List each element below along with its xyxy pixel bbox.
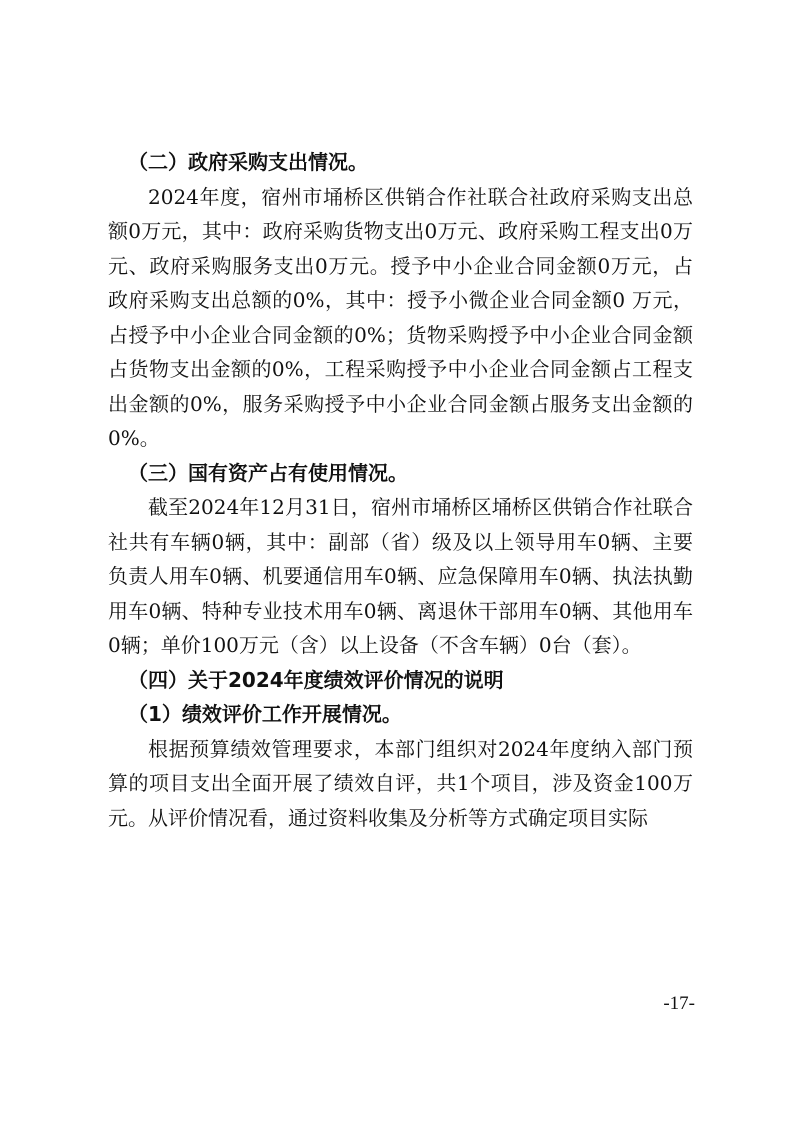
- section-heading-state-assets: （三）国有资产占有使用情况。: [128, 460, 408, 485]
- section-heading-procurement: （二）政府采购支出情况。: [128, 150, 368, 174]
- page-number: -17-: [663, 993, 695, 1014]
- subsection-heading-evaluation: （1）绩效评价工作开展情况。: [128, 702, 402, 726]
- paragraph-state-assets: 截至2024年12月31日，宿州市埇桥区埇桥区供销合作社联合社共有车辆0辆，其中：副部（省）级及以上领导用车0辆、主要负责人用车0辆、机要通信用车0辆、应急保障用车0辆、执法执勤用车0辆、特种专业技术用车0辆、离退休干部用车0辆、其他用车0辆；单价100万元（含）以上设备（不含车辆）0台（套）。: [108, 495, 693, 657]
- section-heading-performance: （四）关于2024年度绩效评价情况的说明: [128, 667, 504, 692]
- document-body: [108, 145, 693, 835]
- paragraph-evaluation: 根据预算绩效管理要求，本部门组织对2024年度纳入部门预算的项目支出全面开展了绩效自评，共1个项目，涉及资金100万元。从评价情况看，通过资料收集及分析等方式确定项目实际: [108, 736, 693, 830]
- paragraph-procurement: 2024年度，宿州市埇桥区供销合作社联合社政府采购支出总额0万元，其中：政府采购货物支出0万元、政府采购工程支出0万元、政府采购服务支出0万元。授予中小企业合同金额0万元，占政府采购支出总额的0%，其中：授予小微企业合同金额0 万元，占授予中小企业合同金额的0%；货物采购授予中小企业合同金额占货物支出金额的0%，工程采购授予中小企业合同金额占工程支出金额的0%，服务采购授予中小企业合同金额占服务支出金额的0%。: [108, 184, 693, 450]
